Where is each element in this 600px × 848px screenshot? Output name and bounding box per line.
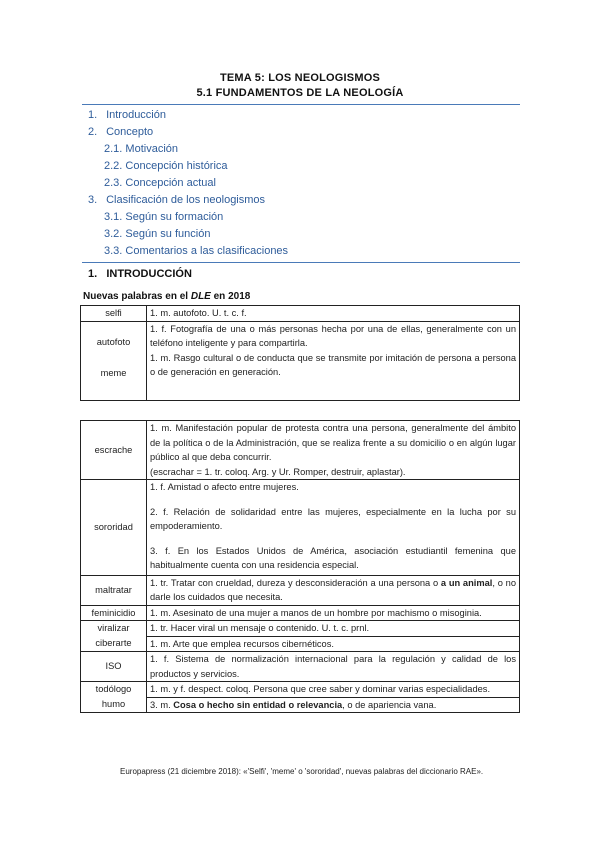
- term-cell: ciberarte: [81, 636, 147, 652]
- table-row: [81, 421, 520, 480]
- definition-cell: 1. tr. Hacer viral un mensaje o contenido. U. t. c. prnl.: [147, 621, 520, 637]
- document-subtitle: 5.1 FUNDAMENTOS DE LA NEOLOGÍA: [196, 87, 404, 99]
- table-row: [81, 575, 520, 605]
- term-cell: todólogo: [81, 682, 147, 698]
- table-row: [81, 636, 520, 652]
- title-divider: [82, 104, 520, 105]
- definition-cell: 1. f. Sistema de normalización internacional para la regulación y calidad de los productos y servicios.: [147, 652, 520, 682]
- definition-cell: 1. f. Amistad o afecto entre mujeres. 2. f. Relación de solidaridad entre las mujeres, especialmente en la lucha por su empoderamiento. 3. f. En los Estados Unidos de América, asociación estudiantil femenina que habitualmente cuenta con una residencia especial.: [147, 480, 520, 576]
- toc-item[interactable]: 3.2. Según su función: [104, 228, 211, 240]
- table-row: [81, 682, 520, 698]
- definition-cell: 1. m. y f. despect. coloq. Persona que cree saber y dominar varias especialidades.: [147, 682, 520, 698]
- definition-cell: 1. m. Manifestación popular de protesta contra una persona, generalmente del ámbito de la política o de la Administración, que se realiza frente a su domicilio o en algún lugar público al que deba concurrir. (escrachar = 1. tr. coloq. Arg. y Ur. Romper, destruir, aplastar).: [147, 421, 520, 480]
- toc-item[interactable]: 2.2. Concepción histórica: [104, 160, 228, 172]
- term-cell: viralizar: [81, 621, 147, 637]
- definition-cell: 3. m. Cosa o hecho sin entidad o relevancia, o de apariencia vana.: [147, 697, 520, 713]
- definition-cell: 1. m. Rasgo cultural o de conducta que se transmite por imitación de persona a persona o de generación en generación.: [147, 351, 520, 401]
- definition-cell: 1. m. Arte que emplea recursos cibernéticos.: [147, 636, 520, 652]
- toc-item[interactable]: 2. Concepto: [88, 126, 154, 138]
- term-cell: maltratar: [81, 575, 147, 605]
- table-row: [81, 697, 520, 713]
- toc-item[interactable]: 3.3. Comentarios a las clasificaciones: [104, 245, 289, 257]
- new-words-table-1: [80, 305, 520, 401]
- section-heading: 1. INTRODUCCIÓN: [88, 268, 192, 280]
- definition-cell: 1. m. Asesinato de una mujer a manos de un hombre por machismo o misoginia.: [147, 605, 520, 621]
- term-cell: selfi: [81, 306, 147, 322]
- definition-cell: 1. f. Fotografía de una o más personas hecha por una de ellas, generalmente con un teléfono inteligente y para compartirla.: [147, 321, 520, 351]
- toc-item[interactable]: 3.1. Según su formación: [104, 211, 224, 223]
- table-row: [81, 351, 520, 401]
- table-caption: Nuevas palabras en el DLE en 2018: [83, 291, 251, 302]
- toc-item[interactable]: 2.1. Motivación: [104, 143, 178, 155]
- definition-cell: 1. tr. Tratar con crueldad, dureza y desconsideración a una persona o a un animal, o no darle los cuidados que necesita.: [147, 575, 520, 605]
- toc-item[interactable]: 1. Introducción: [88, 109, 166, 121]
- table-row: [81, 306, 520, 322]
- term-cell: ISO: [81, 652, 147, 682]
- definition-cell: 1. m. autofoto. U. t. c. f.: [147, 306, 520, 322]
- table-row: [81, 652, 520, 682]
- term-cell: escrache: [81, 421, 147, 480]
- toc-item[interactable]: 3. Clasificación de los neologismos: [88, 194, 266, 206]
- new-words-table-2: [80, 420, 520, 713]
- table-row: [81, 480, 520, 576]
- table-row: [81, 605, 520, 621]
- toc-item[interactable]: 2.3. Concepción actual: [104, 177, 216, 189]
- term-cell: humo: [81, 697, 147, 713]
- term-cell: autofoto meme: [81, 321, 147, 401]
- document-title: TEMA 5: LOS NEOLOGISMOS: [219, 72, 381, 84]
- term-cell: feminicidio: [81, 605, 147, 621]
- term-cell: sororidad: [81, 480, 147, 576]
- table-row: [81, 621, 520, 637]
- toc-divider: [82, 262, 520, 263]
- source-citation: Europapress (21 diciembre 2018): «'Selfi', 'meme' o 'sororidad', nuevas palabras del diccionario RAE».: [120, 767, 484, 776]
- table-row: [81, 321, 520, 351]
